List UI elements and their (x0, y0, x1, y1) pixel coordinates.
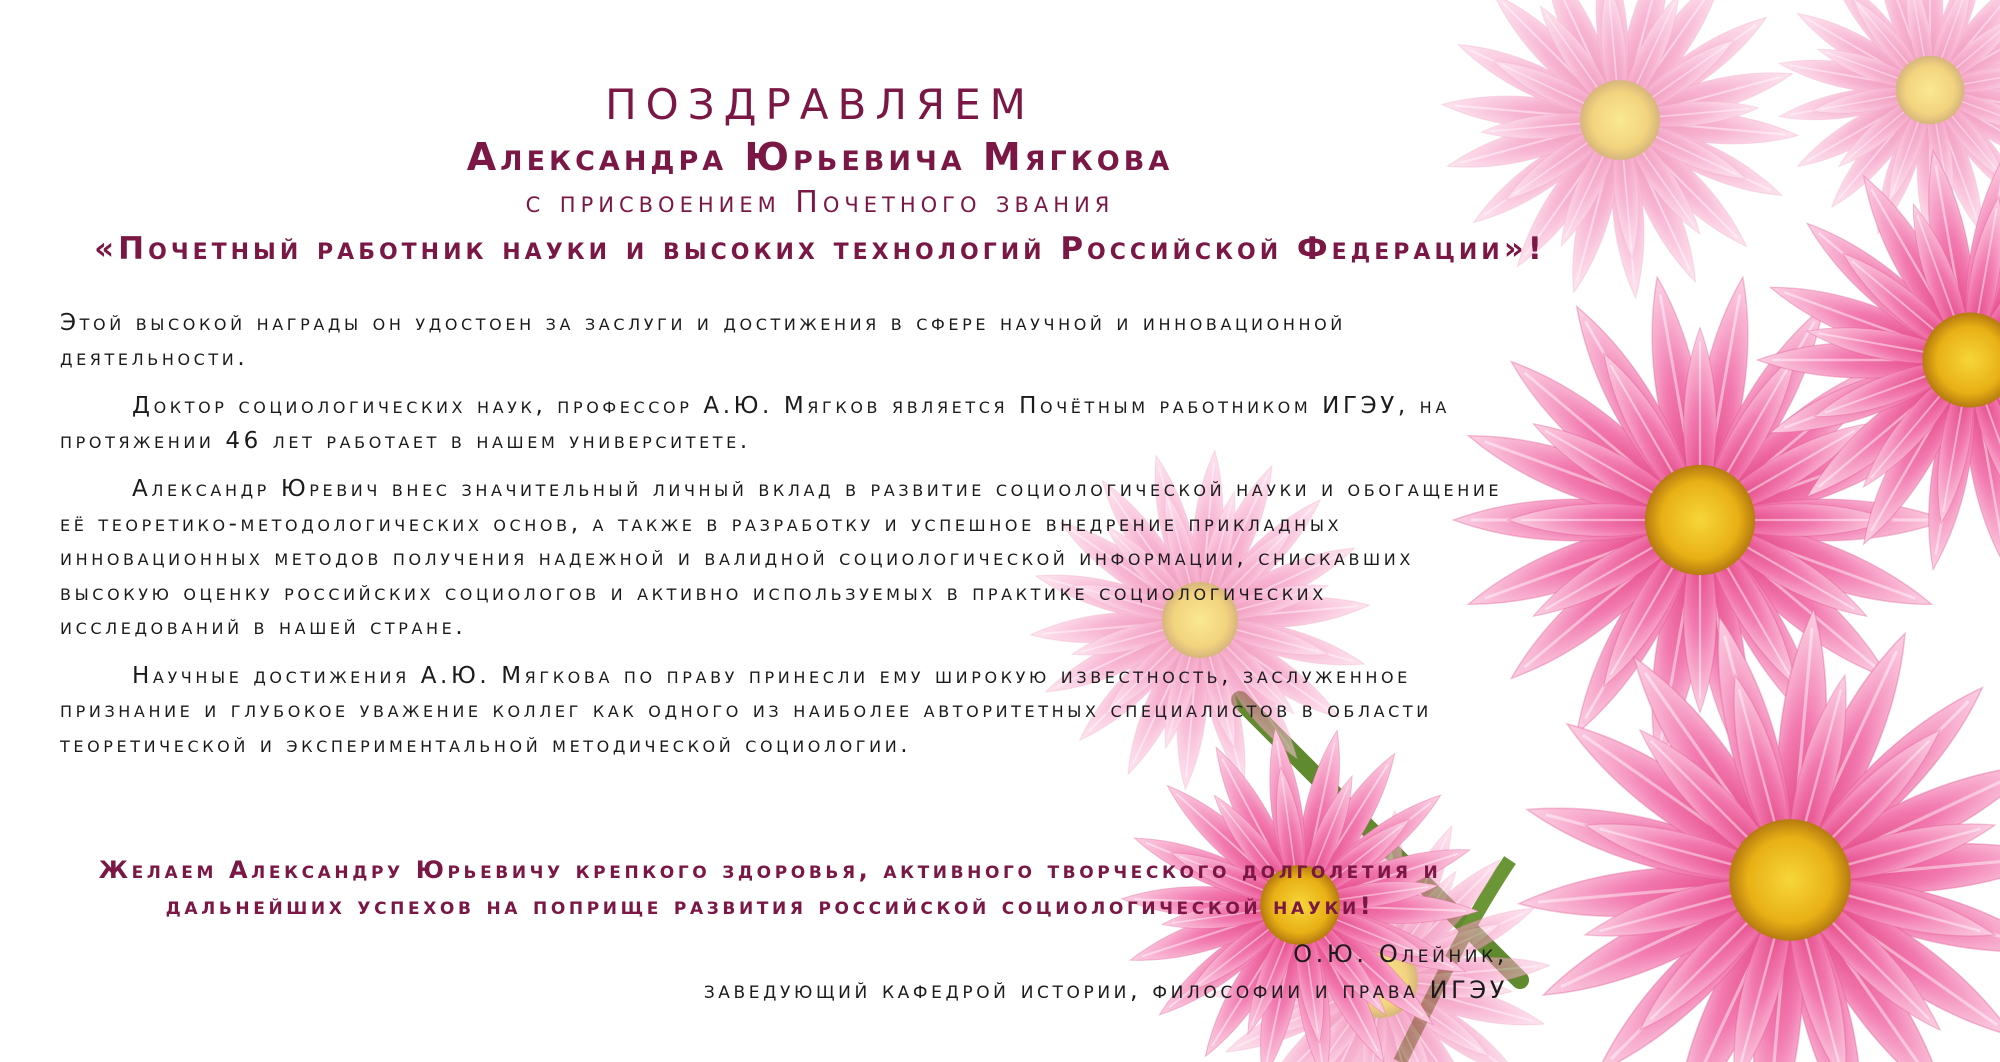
header-honorary-title: «Почетный работник науки и высоких технологий Российской Федерации»! (94, 231, 1546, 267)
signature-position: заведующий кафедрой истории, философии и права ИГЭУ (703, 976, 1508, 1004)
body-paragraph-4: Научные достижения А.Ю. Мягкова по праву принесли ему широкую известность, заслуженное признание и глубокое уважение коллег как одного из наиболее авторитетных специалистов в области теоретической и экспериментальной методической социологии. (60, 662, 1432, 758)
wishes-text: Желаем Александру Юрьевичу крепкого здоровья, активного творческого долголетия и дальнейших успехов на поприще развития российской социологической науки! (98, 856, 1442, 920)
body-paragraph-1: Этой высокой награды он удостоен за заслуги и достижения в сфере научной и инновационной деятельности. (60, 310, 1346, 371)
signature-name: О.Ю. Олейник, (1293, 940, 1508, 968)
congratulation-header (0, 78, 1640, 274)
header-congratulate: ПОЗДРАВЛЯЕМ (605, 80, 1035, 129)
header-person-name: Александра Юрьевича Мягкова (466, 135, 1174, 179)
congratulation-body (60, 306, 1520, 776)
header-title-intro: с присвоением Почетного звания (525, 185, 1115, 220)
body-paragraph-3: Александр Юревич внес значительный личный вклад в развитие социологической науки и обогащение её теоретико-методологических основ, а также в разработку и успешное внедрение прикладных инновационных методов получения надежной и валидной социологической информации, снискавших высокую оценку российских социологов и активно используемых в практике социологических исследований в нашей стране. (60, 476, 1503, 640)
body-paragraph-2: Доктор социологических наук, профессор А.Ю. Мягков является Почётным работником ИГЭУ, на протяжении 46 лет работает в нашем университете. (60, 393, 1450, 454)
signature (300, 936, 1508, 1008)
